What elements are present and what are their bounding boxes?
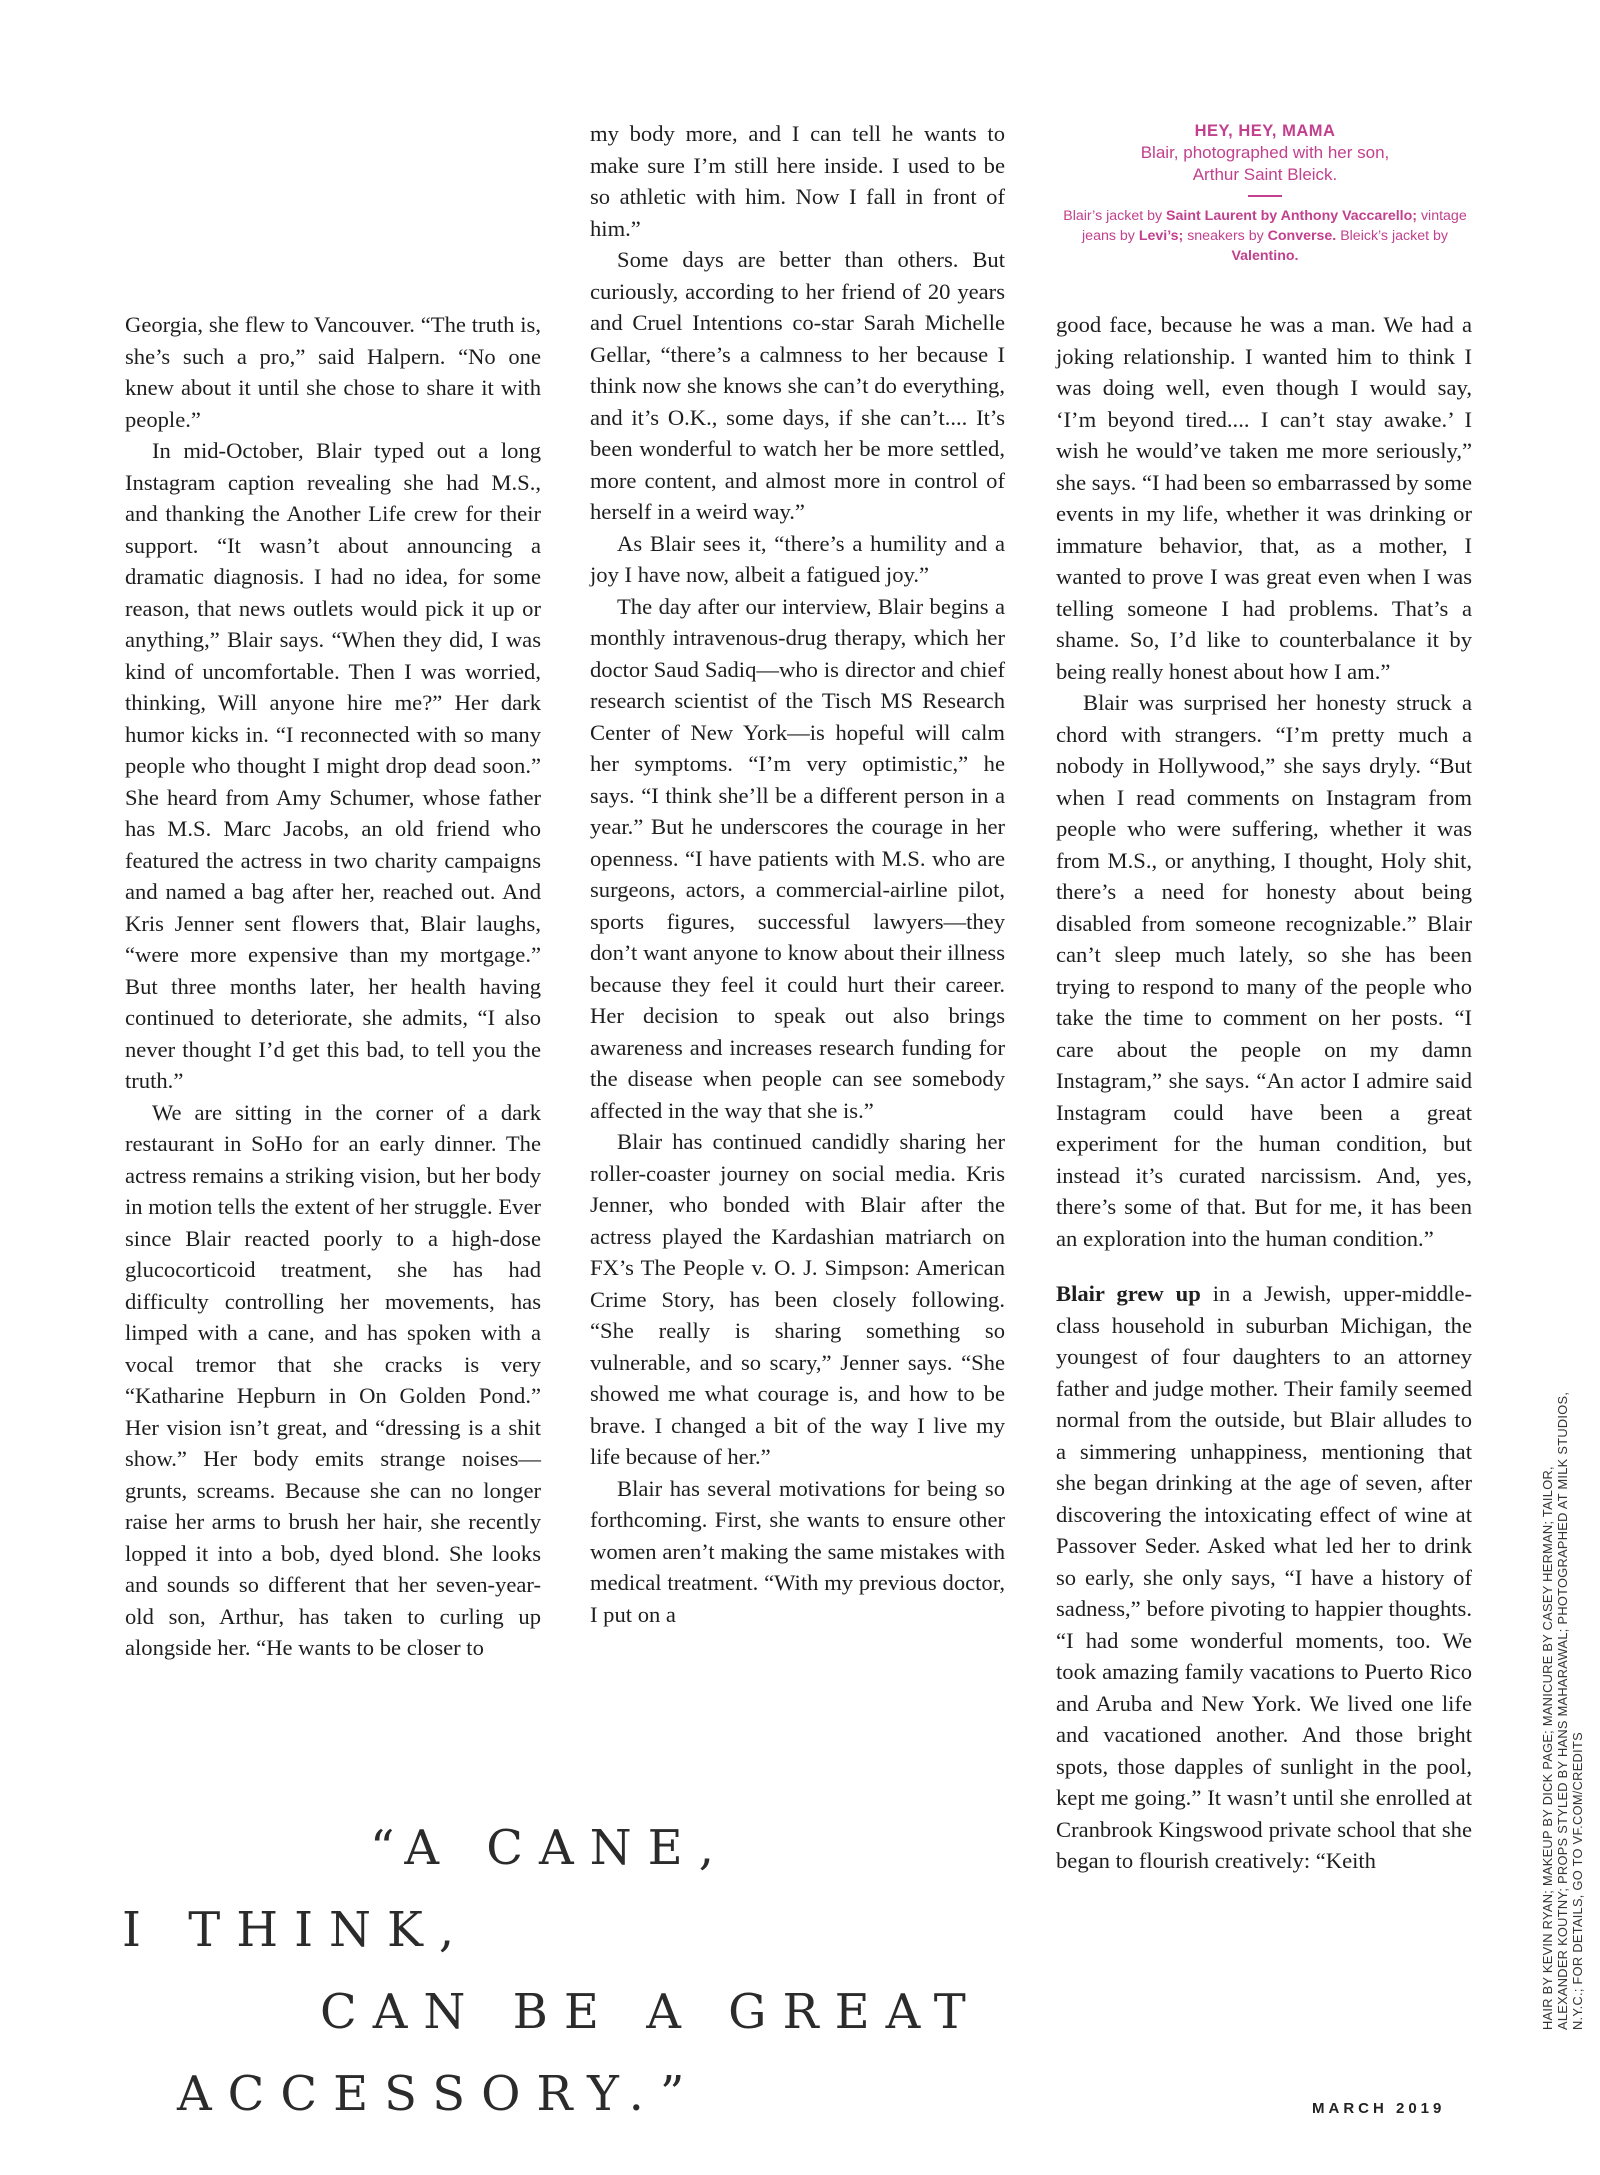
paragraph: good face, because he was a man. We had a joking relationship. I wanted him to think I was doing well, even though I would say, ‘I’m beyond tired.... I can’t stay awake.’ I wish he would’ve taken me more seriously,” she says. “I had been so embarrassed by some events in my life, whether it was drinking or immature behavior, that, as a mother, I wanted to prove I was great even when I was telling someone I had problems. That’s a shame. So, I’d like to counterbalance it by being really honest about how I am.”	[1056, 312, 1472, 684]
caption-line-2: Arthur Saint Bleick.	[1192, 165, 1338, 184]
credit-brand: Levi’s;	[1138, 228, 1184, 244]
section-break	[1056, 1254, 1472, 1278]
caption-divider	[1248, 195, 1282, 197]
credit-text: sneakers by	[1183, 228, 1268, 244]
photo-credits: HAIR BY KEVIN RYAN; MAKEUP BY DICK PAGE; MANICURE BY CASEY HERMAN; TAILOR, ALEXANDER KOUTNY; PROPS STYLED BY HANS MAHARAWAL; PHOTOGRAPHED AT MILK STUDIOS, N.Y.C.; FOR DETAILS, GO TO VF.COM/CREDITS	[1540, 1391, 1585, 2030]
section-text: in a Jewish, upper-middle-class household in suburban Michigan, the youngest of four daughters to an attorney father and judge mother. Their family seemed normal from the outside, but Blair alludes to a simmering unhappiness, mentioning that she began drinking at the age of seven, after discovering the intoxicating effect of wine at Passover Seder. Asked what led her to drink so early, she only says, “I have a history of sadness,” before pivoting to happier thoughts. “I had some wonderful moments, too. We took amazing family vacations to Puerto Rico and Aruba and New York. We lived one life and vacationed another. And those bright spots, those dapples of sunlight in the pool, kept me going.” It wasn’t until she enrolled at Cranbrook Kingswood private school that she began to flourish creatively: “Keith	[1056, 1281, 1473, 1873]
pull-quote	[0, 1820, 1040, 2120]
credit-brand: Valentino.	[1231, 248, 1299, 264]
article-column-3	[1056, 309, 1472, 1877]
paragraph: Blair was surprised her honesty struck a chord with strangers. “I’m pretty much a nobody in Hollywood,” she says dryly. “But when I read comments on Instagram from people who were suffering, whether it was from M.S., or anything, I thought, Holy shit, there’s a need for honesty about being disabled from someone recognizable.” Blair can’t sleep much lately, so she has been trying to respond to many of the people who take the time to comment on her posts. “I care about the people on my damn Instagram,” she says. “An actor I admire said Instagram could have been a great experiment for the human condition, but instead it’s curated narcissism. And, yes, there’s some of that. But for me, it has been an exploration into the human condition.”	[1056, 690, 1472, 1251]
credit-brand: Saint Laurent by Anthony Vaccarello;	[1166, 208, 1418, 224]
section-paragraph	[1056, 1278, 1472, 1877]
credit-brand: Converse.	[1267, 228, 1337, 244]
photo-caption	[1056, 120, 1474, 266]
article-column-2	[590, 118, 1005, 1630]
paragraph: We are sitting in the corner of a dark restaurant in SoHo for an early dinner. The actress remains a striking vision, but her body in motion tells the extent of her struggle. Ever since Blair reacted poorly to a high-dose glucocorticoid treatment, she has had difficulty controlling her movements, has limped with a cane, and has spoken with a vocal tremor that she cracks is very “Katharine Hepburn in On Golden Pond.” Her vision isn’t great, and “dressing is a shit show.” Her body emits strange noises—grunts, screams. Because she can no longer raise her arms to brush her hair, she recently lopped it into a bob, dyed blond. She looks and sounds so different that her seven-year-old son, Arthur, has taken to curling up alongside her. “He wants to be closer to	[125, 1099, 541, 1660]
pull-quote-line-4: ACCESSORY.”	[177, 2066, 701, 2122]
paragraph: Georgia, she flew to Vancouver. “The truth is, she’s such a pro,” said Halpern. “No one knew about it until she chose to share it with people.”	[125, 312, 541, 432]
paragraph: Some days are better than others. But curiously, according to her friend of 20 years and Cruel Intentions co-star Sarah Michelle Gellar, “there’s a calmness to her because I think now she knows she can’t do everything, and it’s O.K., some days, if she can’t.... It’s been wonderful to watch her be more settled, more content, and almost more in control of herself in a weird way.”	[590, 247, 1005, 524]
paragraph: Blair has several motivations for being so forthcoming. First, she wants to ensure other women aren’t making the same mistakes with medical treatment. “With my previous doctor, I put on a	[590, 1475, 1005, 1627]
credit-text: vintage jeans by	[1082, 208, 1467, 244]
paragraph: As Blair sees it, “there’s a humility and a joy I have now, albeit a fatigued joy.”	[590, 530, 1005, 587]
paragraph: Blair has continued candidly sharing her roller-coaster journey on social media. Kris Jenner, who bonded with Blair after the actress played the Kardashian matriarch on FX’s The People v. O. J. Simpson: American Crime Story, has been closely following. “She really is sharing something so vulnerable, and so scary,” Jenner says. “She showed me what courage is, and how to be brave. I changed a bit of the way I live my life because of her.”	[590, 1129, 1005, 1469]
credit-text: Blair’s jacket by	[1063, 208, 1167, 224]
caption-line-1: Blair, photographed with her son,	[1140, 143, 1390, 162]
paragraph: In mid-October, Blair typed out a long Instagram caption revealing she had M.S., and thanking the Another Life crew for their support. “It wasn’t about announcing a dramatic diagnosis. I had no idea, for some reason, that news outlets would pick it up or anything,” Blair says. “When they did, I was kind of uncomfortable. Then I was worried, thinking, Will anyone hire me?” Her dark humor kicks in. “I reconnected with so many people who thought I might drop dead soon.” She heard from Amy Schumer, whose father has M.S. Marc Jacobs, an old friend who featured the actress in two charity campaigns and named a bag after her, reached out. And Kris Jenner sent flowers that, Blair laughs, “were more expensive than my mortgage.” But three months later, her health having continued to deteriorate, she admits, “I also never thought I’d get this bad, to tell you the truth.”	[125, 438, 541, 1093]
caption-headline: HEY, HEY, MAMA	[1194, 122, 1336, 140]
pull-quote-line-2: I THINK,	[122, 1902, 471, 1958]
section-lead-in: Blair grew up	[1056, 1281, 1201, 1306]
caption-fashion-credits	[1056, 206, 1474, 266]
pull-quote-line-1: “A CANE,	[370, 1820, 730, 1876]
pull-quote-line-3: CAN BE A GREAT	[320, 1984, 982, 2040]
paragraph: my body more, and I can tell he wants to make sure I’m still here inside. I used to be so athletic with him. Now I fall in front of him.”	[590, 121, 1005, 241]
credit-text: Bleick’s jacket by	[1336, 228, 1448, 244]
issue-date: MARCH 2019	[1312, 2100, 1446, 2117]
paragraph: The day after our interview, Blair begins a monthly intravenous-drug therapy, which her doctor Saud Sadiq—who is director and chief research scientist of the Tisch MS Research Center of New York—is hopeful will calm her symptoms. “I’m very optimistic,” he says. “I think she’ll be a different person in a year.” But he underscores the courage in her openness. “I have patients with M.S. who are surgeons, actors, a commercial-airline pilot, sports figures, successful lawyers—they don’t want anyone to know about their illness because they feel it could hurt their career. Her decision to speak out also brings awareness and increases research funding for the disease when people can see somebody affected in the way that she is.”	[590, 593, 1005, 1123]
article-column-1	[125, 309, 541, 1664]
